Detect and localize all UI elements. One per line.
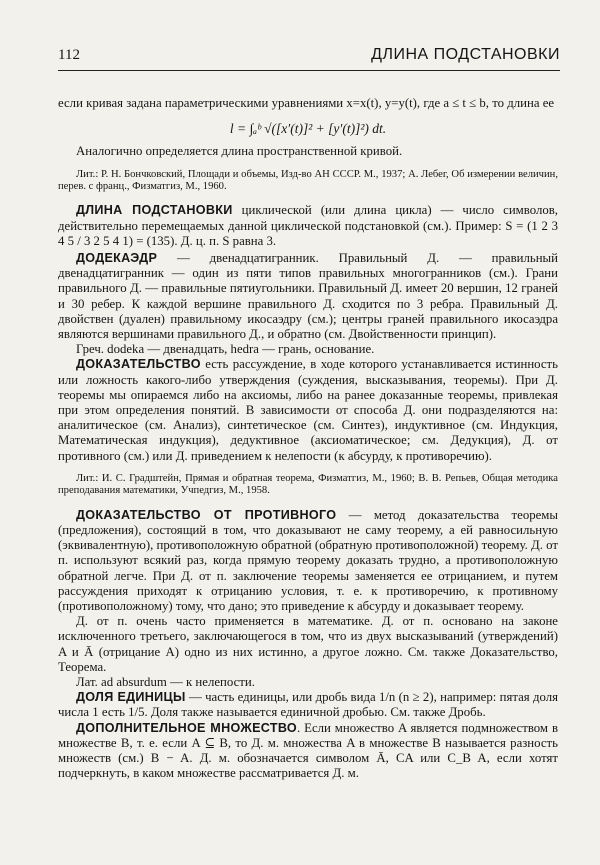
entry-dopolnitelnoe-mnozhestvo xyxy=(58,721,558,782)
entry-term: ДЛИНА ПОДСТАНОВКИ xyxy=(76,203,233,218)
running-title: ДЛИНА ПОДСТАНОВКИ xyxy=(371,46,560,63)
entry-paragraph: Д. от п. очень часто применяется в математике. Д. от п. основано на законе исключенного третьего, заключающегося в том, что из двух высказываний (утверждений) A и Ā (отрицание A) одно из них истинно, а другое ложно. См. также Доказательство, Теорема. xyxy=(58,614,558,674)
entry-dokazatelstvo xyxy=(58,357,558,463)
entry-term: ДОЛЯ ЕДИНИЦЫ xyxy=(76,690,186,705)
entry-text: циклической (или длина цикла) — число символов, действительно перемещаемых данной циклической подстановкой (см.). Пример: S = (1 2 3 4 5 / 3 2 5 4 1) = (135). Д. ц. п. S равна 3. xyxy=(58,203,558,248)
entry-term: ДОДЕКАЭДР xyxy=(76,251,158,266)
literature-1: Лит.: Р. Н. Бончковский, Площади и объемы, Изд-во АН СССР. М., 1937; А. Лебег, Об измерении величин, перев. с франц., Физматгиз, М., 1960. xyxy=(58,168,558,193)
entry-dolya-edinitsy xyxy=(58,690,558,720)
entry-text: . Если множество A является подмножеством в множестве B, т. е. если A ⊆ B, то Д. м. множества A в множестве B называется разность множеств (см.) B − A. Д. м. обозначается символом Ā, CA или C_B A, если хотят подчеркнуть, в каком множестве рассматривается Д. м. xyxy=(58,720,558,781)
length-formula: l = ∫ₐᵇ √([x′(t)]² + [y′(t)]²) dt. xyxy=(229,121,387,137)
literature-2: Лит.: И. С. Градштейн, Прямая и обратная теорема, Физматгиз, М., 1960; В. В. Репьев, Общая методика преподавания математики, Учпедгиз, М., 1958. xyxy=(58,472,558,497)
entry-text: есть рассуждение, в ходе которого устанавливается истинность или ложность какого-либо утверждения (суждения, высказывания, теоремы). При Д. теоремы мы опираемся либо на аксиомы, либо на ранее доказанные теоремы, привлекая при этом определения понятий. В зависимости от способа Д. они подразделяются на: аналитическое (см. Анализ), синтетическое (см. Синтез), индуктивное (см. Индукция, Математическая индукция), дедуктивное (аксиоматическое; см. Дедукция), Д. от противного (см.) или Д. приведением к нелепости (к абсурду, к противоречию). xyxy=(58,357,558,463)
article-body xyxy=(58,96,558,781)
entry-text: — метод доказательства теоремы (предложения), состоящий в том, что доказывают не саму теорему, а ей равносильную (эквивалентную), противоположную обратной (обратную противоположной) теорему. Д. от п. используют всякий раз, когда прямую теорему доказать трудно, а противоположную обратной легче. При Д. от п. заключение теоремы заменяется ее отрицанием, и путем рассуждения приходят к отрицанию условия, т. е. к противоречию, к противному (противоположному) тому, что дано; это приведение к абсурду и доказывает теорему. xyxy=(58,507,558,613)
entry-text: — двенадцатигранник. Правильный Д. — правильный двенадцатигранник — один из пяти типов правильных многогранников (см.). Грани правильного Д. — правильные пятиугольники. Правильный Д. имеет 20 вершин, 12 граней и 30 ребер. К каждой вершине правильного Д. сходится по 3 ребра. Правильный Д. двойствен (дуален) правильному икосаэдру (см.); центры граней правильного икосаэдра являются вершинами правильного Д., и обратно (см. Двойственности принцип). xyxy=(58,251,558,342)
entry-term: ДОПОЛНИТЕЛЬНОЕ МНОЖЕСТВО xyxy=(76,720,298,735)
entry-term: ДОКАЗАТЕЛЬСТВО ОТ ПРОТИВНОГО xyxy=(76,507,337,522)
entry-term: ДОКАЗАТЕЛЬСТВО xyxy=(76,357,201,372)
entry-etymology: Лат. ad absurdum — к нелепости. xyxy=(76,674,255,689)
header-rule xyxy=(58,70,560,71)
intro-after: Аналогично определяется длина пространственной кривой. xyxy=(76,144,403,159)
entry-text: — часть единицы, или дробь вида 1/n (n ≥ 2), например: пятая доля числа 1 есть 1/5. Доля также называется единичной дробью. См. также Дробь. xyxy=(58,690,558,720)
entry-ot-protivnogo xyxy=(58,508,558,614)
intro-line: если кривая задана параметрическими уравнениями x=x(t), y=y(t), где a ≤ t ≤ b, то длина ее xyxy=(58,96,555,110)
page-header xyxy=(58,42,560,68)
page-number: 112 xyxy=(58,47,80,63)
entry-dlina-podstanovki xyxy=(58,203,558,249)
entry-etymology: Греч. dodeka — двенадцать, hedra — грань, основание. xyxy=(76,342,375,357)
entry-dodekaedr xyxy=(58,251,558,342)
